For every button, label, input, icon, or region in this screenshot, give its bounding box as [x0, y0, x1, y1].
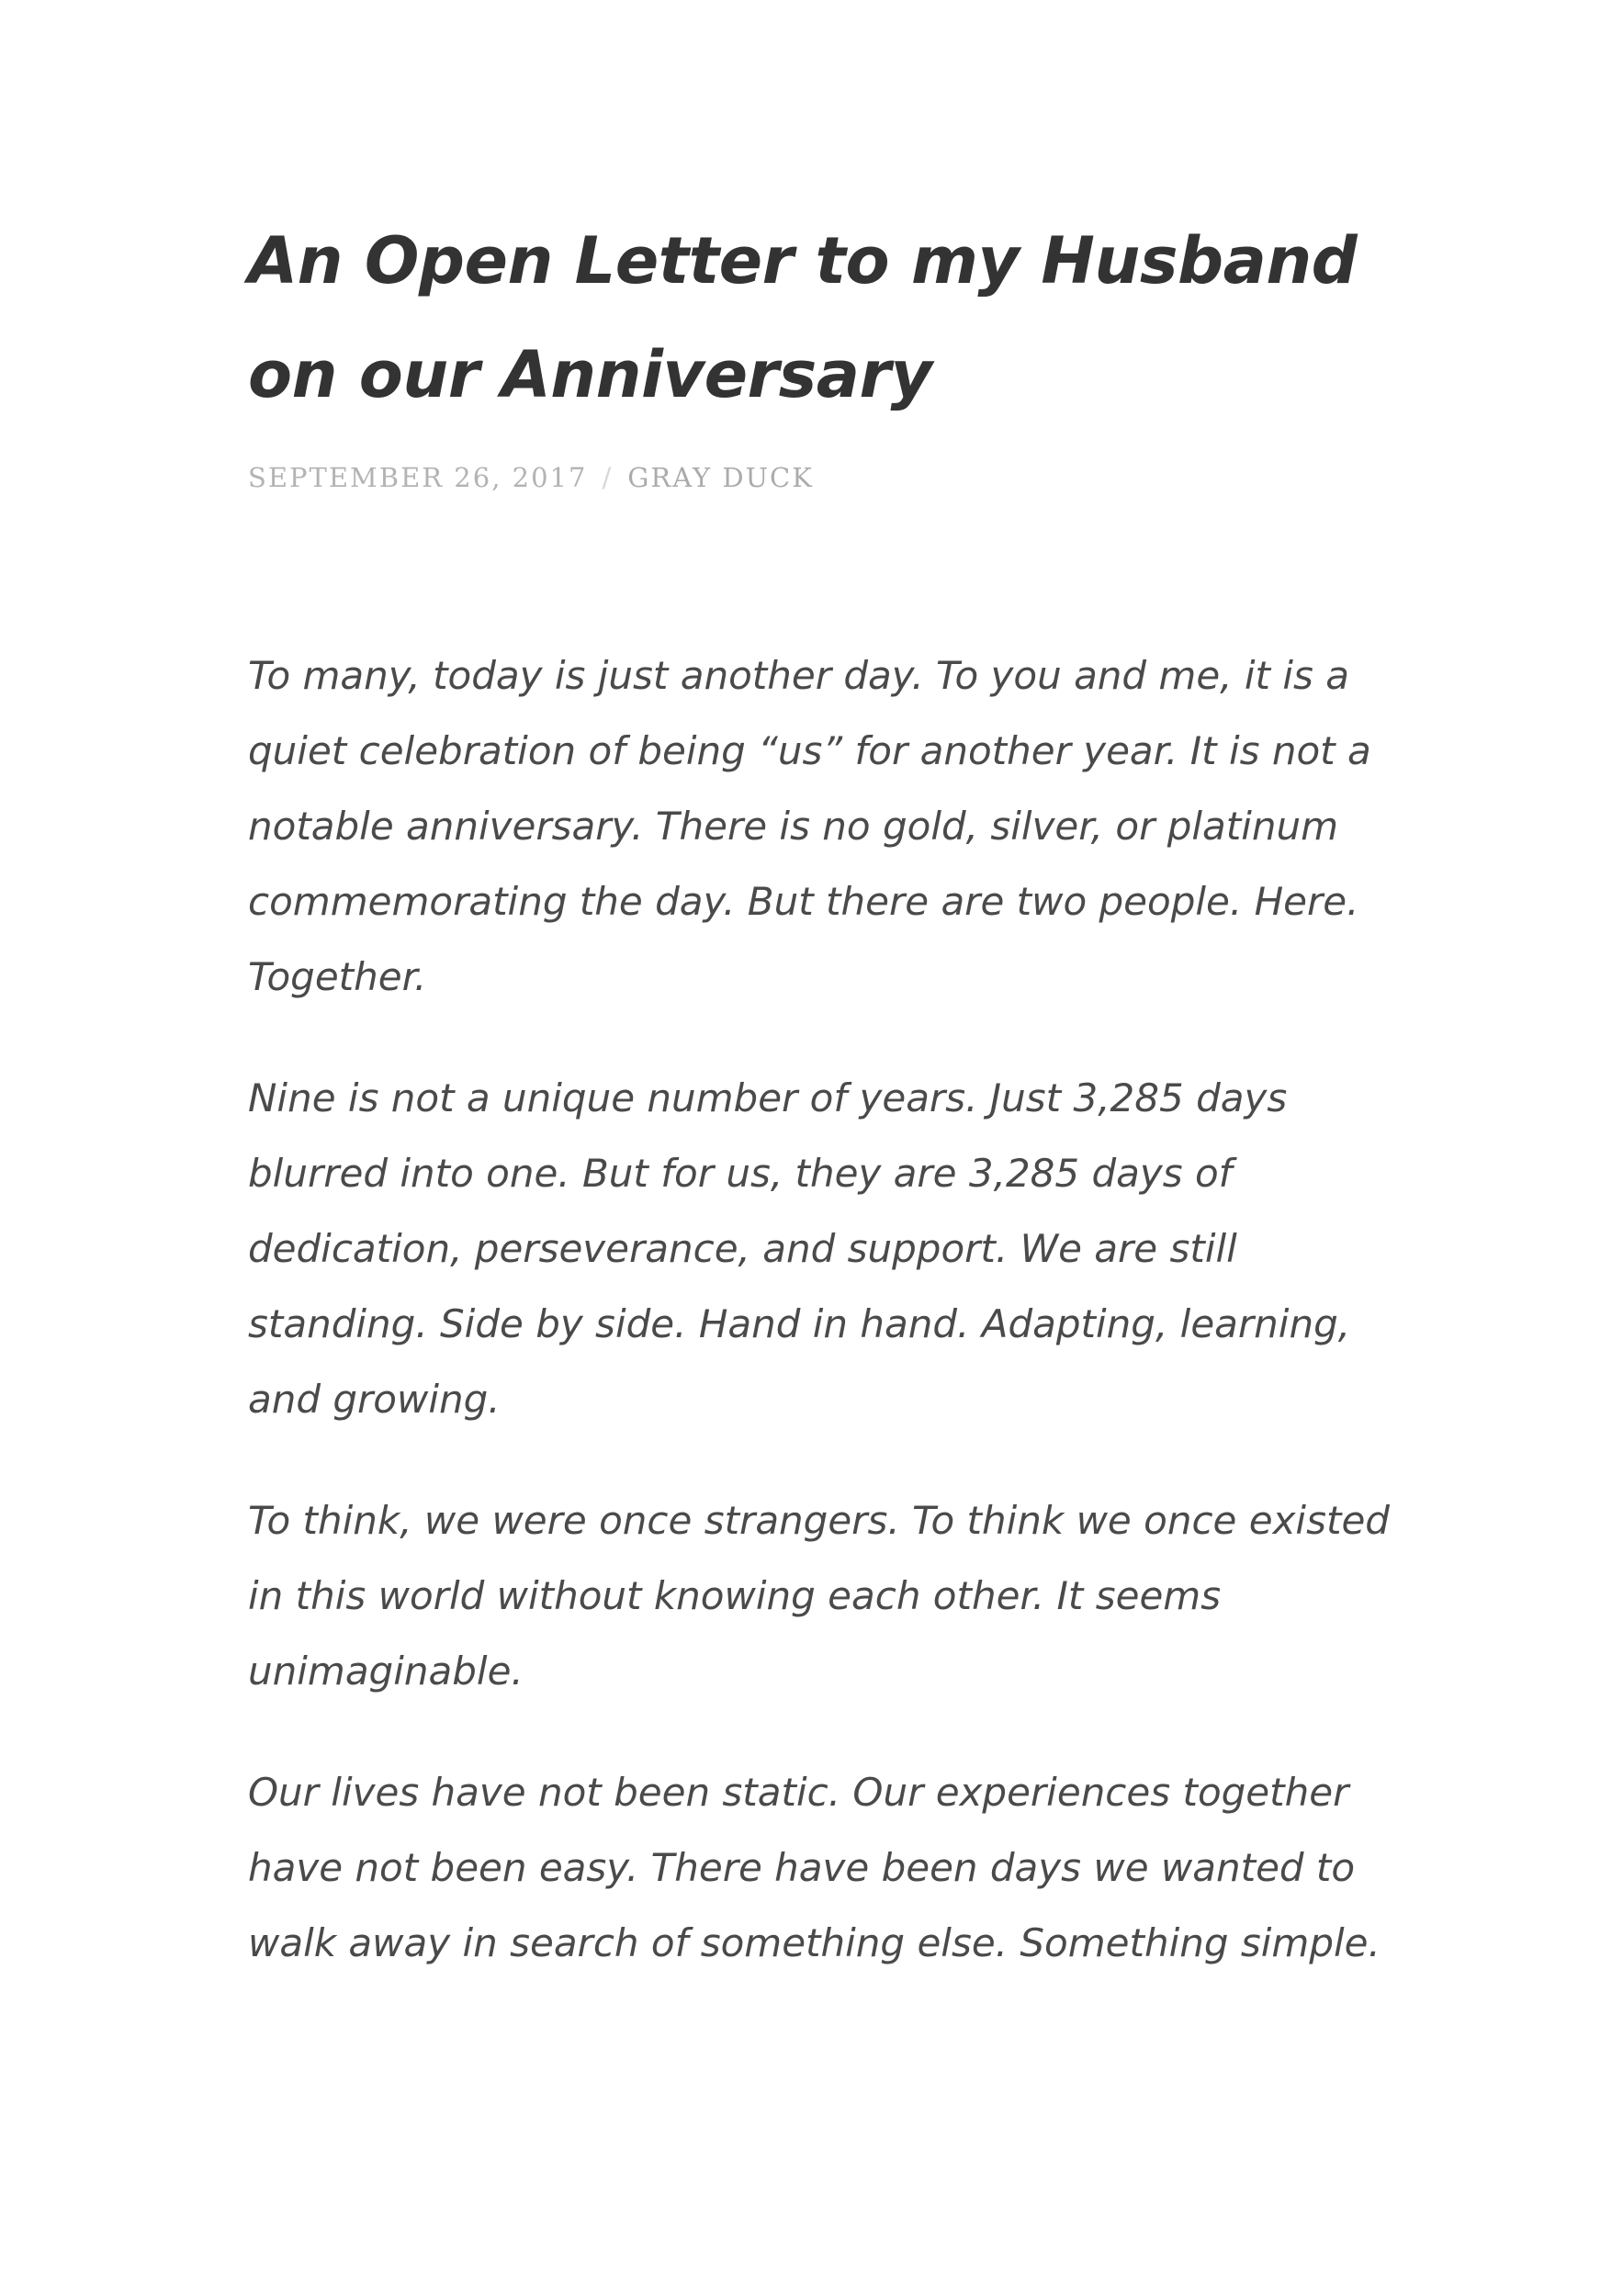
meta-separator: / — [602, 462, 614, 493]
body-paragraph: To think, we were once strangers. To think we once existed in this world without knowing each other. It seems unimaginable. — [248, 1498, 1390, 1694]
post-meta — [248, 459, 1405, 496]
post-author[interactable]: GRAY DUCK — [627, 462, 814, 493]
body-paragraph: Our lives have not been static. Our experiences together have not been easy. There have been days we wanted to walk away in search of something else. Something simple. — [248, 1770, 1381, 1965]
post-date[interactable]: SEPTEMBER 26, 2017 — [248, 462, 588, 493]
post-body — [248, 638, 1405, 1981]
body-paragraph: Nine is not a unique number of years. Just 3,285 days blurred into one. But for us, they are 3,285 days of dedication, perseverance, and support. We are still standing. Side by side. Hand in hand. Adapting, learning, and growing. — [248, 1075, 1351, 1422]
blog-post — [248, 204, 1405, 2027]
post-title: An Open Letter to my Husband on our Anniversary — [248, 223, 1358, 412]
body-paragraph: To many, today is just another day. To you and me, it is a quiet celebration of being “us” for another year. It is not a notable anniversary. There is no gold, silver, or platinum commemorating the day. But there are two people. Here. Together. — [248, 653, 1371, 999]
